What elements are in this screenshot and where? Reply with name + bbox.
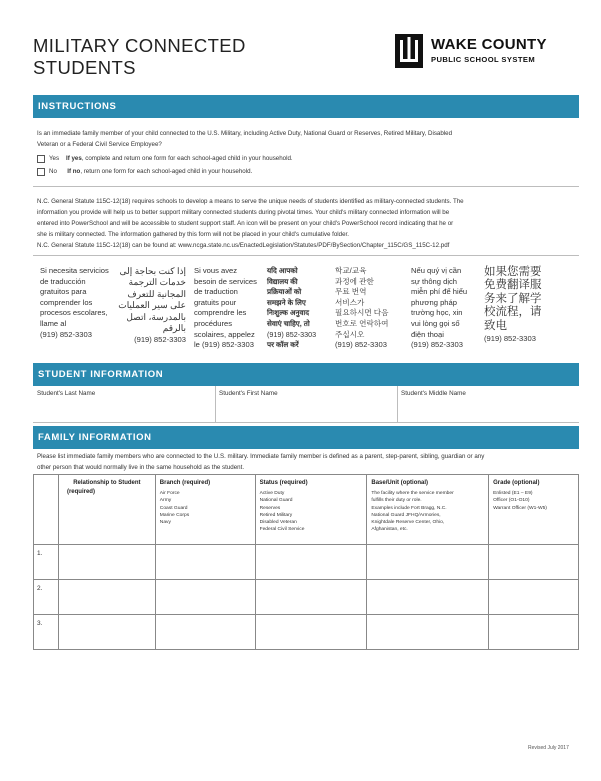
relationship-cell[interactable] <box>58 545 155 580</box>
status-cell[interactable] <box>255 615 367 650</box>
field-divider <box>215 386 216 422</box>
hindi-line: विद्यालय की <box>267 276 298 286</box>
branch-column-header <box>155 475 255 545</box>
arabic-line: المجانية للتعرف <box>127 288 186 299</box>
chinese-line: (919) 852-3303 <box>484 334 536 344</box>
base-unit-note: National Guard JFHQ/Armories, <box>371 512 441 518</box>
military-question <box>37 129 452 150</box>
grade-cell[interactable] <box>489 580 579 615</box>
table-header-row <box>34 475 579 545</box>
logo-name: WAKE COUNTY <box>431 36 547 53</box>
status-column-header <box>255 475 367 545</box>
status-option: Reserves <box>259 505 281 511</box>
french-line: comprendre les <box>194 308 247 318</box>
column-title: Status (required) <box>259 480 308 486</box>
korean-line: 필요하시면 다음 <box>335 308 389 318</box>
arabic-line: خدمات الترجمة <box>128 277 186 288</box>
spanish-line: de traducción <box>40 276 86 286</box>
french-line: procédures <box>194 318 232 328</box>
instructions-divider <box>33 186 579 187</box>
relationship-column-header <box>58 475 155 545</box>
status-option: Active Duty <box>259 491 285 496</box>
vietnamese-line: trường học, xin <box>411 308 463 318</box>
status-option: Retired Military <box>259 512 293 518</box>
no-checkbox[interactable] <box>37 168 45 176</box>
statute-link[interactable]: N.C. General Statute 115C-12(18) can be found at: www.ncga.state.nc.us/EnactedLegislation/Statutes/PDF/BySection/Chapter_115C/GS_115C-12.pdf <box>37 242 450 249</box>
statute-paragraph <box>37 196 464 251</box>
base-unit-note: fulfills their duty or role. <box>371 498 422 504</box>
no-bold: If no <box>67 168 81 175</box>
branch-option: Marine Corps <box>159 512 190 518</box>
row-number: 1. <box>34 545 59 580</box>
column-notes <box>260 490 363 534</box>
table-row <box>34 545 579 580</box>
korean-line: 과정에 관한 <box>335 276 374 286</box>
logo-subtitle: PUBLIC SCHOOL SYSTEM <box>431 55 536 64</box>
korean-line: 주십시오 <box>335 329 365 339</box>
spanish-line: procesos escolares, <box>40 308 108 318</box>
military-question-line1: Is an immediate family member of your child connected to the U.S. Military, including Active Duty, National Guard or Reserves, Retired Military, Disabled <box>37 130 453 137</box>
french-line: Si vous avez <box>194 266 238 275</box>
translation-chinese <box>484 266 564 345</box>
hindi-line: निःशुल्क अनुवाद <box>267 308 310 318</box>
arabic-line: بالمدرسة، اتصل <box>126 311 186 322</box>
status-option: Disabled Veteran <box>259 520 297 526</box>
spanish-line: (919) 852-3303 <box>40 329 92 339</box>
column-notes <box>493 490 574 512</box>
relationship-cell[interactable] <box>58 615 155 650</box>
base-unit-cell[interactable] <box>367 545 489 580</box>
statute-line2: information you provide will help us to better support military connected students during pivotal times. Your child's military connected information will be <box>37 209 450 216</box>
grade-cell[interactable] <box>489 545 579 580</box>
arabic-line: (919) 852-3303 <box>134 335 186 345</box>
student-last-name-label: Student's Last Name <box>37 390 96 397</box>
student-first-name-label: Student's First Name <box>219 390 278 397</box>
column-title: Base/Unit (optional) <box>371 480 429 486</box>
yes-label: Yes <box>49 155 60 162</box>
vietnamese-line: sự thông dịch <box>411 276 458 286</box>
family-note-line2: other person that would normally live in the same household as the student. <box>37 463 245 471</box>
french-line: besoin de services <box>194 276 257 286</box>
page-title <box>33 35 246 79</box>
chinese-line: 致电 <box>484 319 507 332</box>
grade-option: Officer (O1-O10) <box>493 498 530 504</box>
branch-cell[interactable] <box>155 615 255 650</box>
column-title: Grade (optional) <box>493 480 540 486</box>
column-notes <box>160 490 251 526</box>
base-unit-cell[interactable] <box>367 580 489 615</box>
student-middle-name-label: Student's Middle Name <box>401 390 466 397</box>
branch-cell[interactable] <box>155 545 255 580</box>
korean-line: 무료 번역 <box>335 287 367 297</box>
chinese-line: 免费翻译服 <box>484 279 542 292</box>
translations-divider <box>33 255 579 256</box>
column-title: (required) <box>66 489 95 495</box>
chinese-line: 务来了解学 <box>484 292 542 305</box>
chinese-line: 校流程，请 <box>484 306 542 319</box>
korean-line: 번호로 연락하여 <box>335 318 389 328</box>
hindi-line: सेवाएं चाहिए, तो <box>267 318 310 328</box>
family-note-line1: Please list immediate family members who are connected to the U.S. military. Immediate family member is defined as a parent, step-parent, sibling, guardian or any <box>37 453 485 460</box>
base-unit-note: Examples include Fort Bragg, N.C. <box>371 505 447 511</box>
student-middle-name-field[interactable] <box>397 386 579 422</box>
yes-checkbox[interactable] <box>37 155 45 163</box>
french-line: le (919) 852-3303 <box>194 340 254 350</box>
row-number: 2. <box>34 580 59 615</box>
yes-text: , complete and return one form for each school-aged child in your household. <box>81 155 293 162</box>
page-title-line1: MILITARY CONNECTED <box>33 35 246 56</box>
french-line: scolaires, appelez <box>194 329 255 339</box>
korean-line: 서비스가 <box>335 297 365 307</box>
branch-option: Coast Guard <box>159 505 188 511</box>
base-unit-note: The facility where the service member <box>371 491 454 496</box>
family-note <box>37 452 484 473</box>
branch-cell[interactable] <box>155 580 255 615</box>
yes-bold: If yes <box>65 155 82 162</box>
arabic-line: إذا كنت بحاجة إلى <box>119 266 186 276</box>
chinese-line: 如果您需要 <box>484 266 542 278</box>
status-option: National Guard <box>259 498 293 504</box>
status-option: Federal Civil Service <box>259 527 305 533</box>
translation-spanish <box>40 266 115 340</box>
translation-french <box>194 266 262 351</box>
page-title-line2: STUDENTS <box>33 57 136 78</box>
vietnamese-line: Nếu quý vị cần <box>411 266 462 275</box>
student-information-header: STUDENT INFORMATION <box>33 363 579 386</box>
french-line: gratuits pour <box>194 297 237 307</box>
status-cell[interactable] <box>255 545 367 580</box>
spanish-line: gratuitos para <box>40 287 87 297</box>
translation-vietnamese <box>411 266 479 351</box>
no-option <box>49 167 252 178</box>
no-label: No <box>49 168 57 175</box>
yes-option <box>49 154 293 165</box>
korean-line: (919) 852-3303 <box>335 340 387 350</box>
status-cell[interactable] <box>255 580 367 615</box>
relationship-cell[interactable] <box>58 580 155 615</box>
column-title: Branch (required) <box>159 480 211 486</box>
table-row <box>34 580 579 615</box>
military-question-line2: Veteran or a Federal Civil Service Employee? <box>37 140 162 148</box>
statute-line4: she is military connected. The information gathered by this form will not be placed in your child's cumulative folder. <box>37 231 349 238</box>
grade-column-header <box>489 475 579 545</box>
row-number: 3. <box>34 615 59 650</box>
spanish-line: llame al <box>40 318 67 328</box>
branch-option: Army <box>159 498 172 504</box>
student-first-name-field[interactable] <box>215 386 397 422</box>
revised-date: Revised July 2017 <box>528 745 569 751</box>
hindi-line: यदि आपको <box>267 266 298 275</box>
instructions-header: INSTRUCTIONS <box>33 95 579 118</box>
arabic-line: على سير العمليات <box>118 300 186 311</box>
hindi-line: (919) 852-3303 <box>267 329 317 339</box>
student-info-bottom-line <box>33 422 579 423</box>
hindi-line: प्रक्रियाओं को <box>267 287 302 297</box>
arabic-line: بالرقم <box>162 323 186 334</box>
base-unit-column-header <box>367 475 489 545</box>
translation-korean <box>335 266 405 351</box>
no-text: , return one form for each school-aged child in your household. <box>80 168 253 175</box>
base-unit-cell[interactable] <box>367 615 489 650</box>
field-divider <box>397 386 398 422</box>
french-line: de traduction <box>194 287 238 297</box>
column-title: Relationship to Student <box>73 480 141 486</box>
table-row <box>34 615 579 650</box>
statute-line1: N.C. General Statute 115C-12(18) requires schools to develop a means to serve the unique needs of students identified as military-connected students. The <box>37 198 464 205</box>
vietnamese-line: vui lòng gọi số <box>411 318 460 328</box>
row-number-header <box>34 475 59 545</box>
spanish-line: comprender los <box>40 297 93 307</box>
hindi-line: समझने के लिए <box>267 297 306 307</box>
family-members-table <box>33 474 579 650</box>
family-information-header: FAMILY INFORMATION <box>33 426 579 449</box>
grade-option: Enlisted (E1 – E9) <box>493 491 533 496</box>
branch-option: Air Force <box>159 491 180 496</box>
vietnamese-line: điện thoại <box>411 329 444 339</box>
grade-cell[interactable] <box>489 615 579 650</box>
grade-option: Warrant Officer (W1-W5) <box>493 505 547 511</box>
statute-line3: entered into PowerSchool and will be accessible to student support staff. An icon will be present on your child's PowerSchool record indicating that he or <box>37 220 454 227</box>
korean-line: 학교/교육 <box>335 266 367 275</box>
school-logo-icon <box>395 34 423 68</box>
student-last-name-field[interactable] <box>33 386 215 422</box>
vietnamese-line: (919) 852-3303 <box>411 340 463 350</box>
hindi-line: पर कॉल करें <box>267 340 299 350</box>
vietnamese-line: phương pháp <box>411 297 457 307</box>
column-notes <box>371 490 484 534</box>
vietnamese-line: miễn phí để hiểu <box>411 287 468 297</box>
spanish-line: Si necesita servicios <box>40 266 109 275</box>
branch-option: Navy <box>159 520 171 526</box>
base-unit-note: Afghanistan, etc. <box>371 527 408 533</box>
translation-hindi <box>267 266 329 351</box>
base-unit-note: Knightdale Reserve Center, Ohio, <box>371 520 445 526</box>
wcpss-logo <box>395 34 580 74</box>
translation-arabic <box>113 266 186 346</box>
